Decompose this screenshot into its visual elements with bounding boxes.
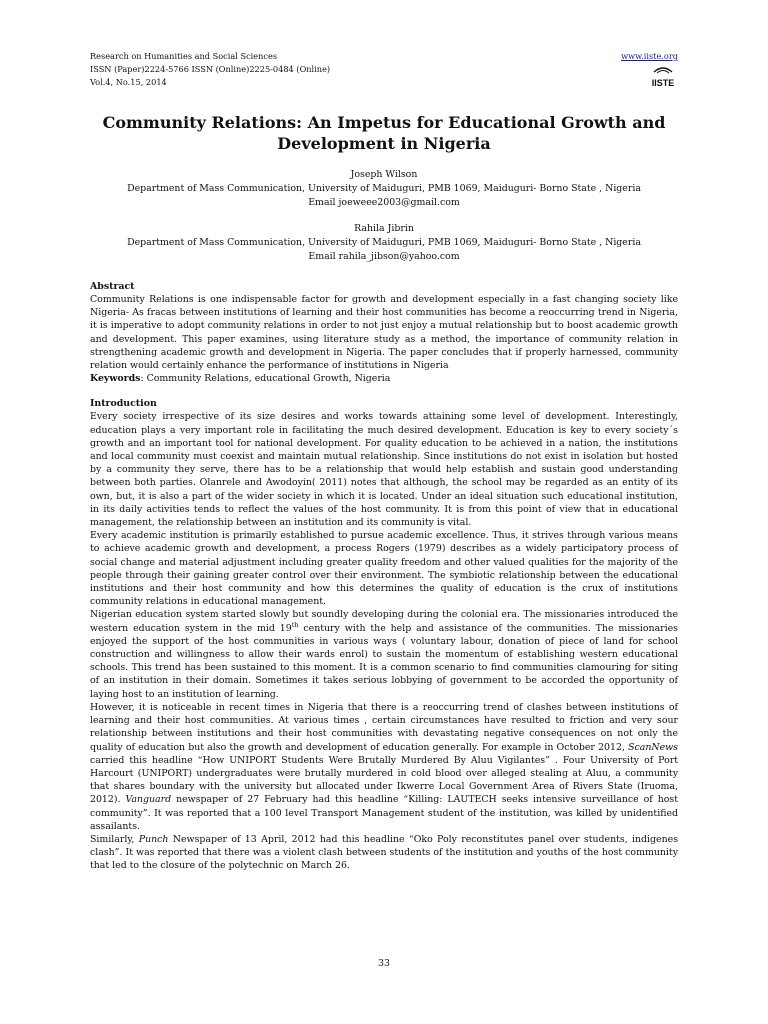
- journal-header: [90, 50, 678, 96]
- publication-name: Vanguard: [125, 794, 172, 806]
- intro-paragraph-1: Every society irrespective of its size desires and works towards attaining some level of development. Interestingly, education plays a very important role in facilitating the much desired development. Education is key to every society´s growth and an important tool for national development. For quality education to be achieved in a nation, the institutions and local community must coexist and maintain mutual relationship. Since institutions do not exist in isolation but hosted by a community they serve, there has to be a relationship that would help establish and sustain good understanding between both parties. Olanrele and Awodoyin( 2011) notes that although, the school may be regarded as an entity of its own, but, it is also a part of the wider society in which it is located. Under an ideal situation such educational institution, in its daily activities tends to reflect the values of the host community. It is from this point of view that in educational management, the relationship between an institution and its community is vital.: [90, 411, 678, 529]
- keywords-label: Keywords: [90, 373, 141, 385]
- journal-issn: ISSN (Paper)2224-5766 ISSN (Online)2225-0484 (Online): [90, 64, 331, 74]
- author-affiliation: Department of Mass Communication, University of Maiduguri, PMB 1069, Maiduguri- Borno State , Nigeria: [127, 237, 641, 248]
- journal-brand: [621, 50, 678, 89]
- page-number: 33: [378, 958, 390, 969]
- intro-paragraph-3: [90, 608, 678, 700]
- publication-name: Punch: [138, 833, 169, 845]
- website-link[interactable]: www.iiste.org: [621, 51, 678, 61]
- author-block: [90, 222, 678, 264]
- author-block: [90, 168, 678, 210]
- paragraph-text: carried this headline “How UNIPORT Students Were Brutally Murdered By Aluu Vigilantes” . Four University of Port Harcourt (UNIPORT) undergraduates were brutally murdered in cold blood over alleged stealing at Aluu, a community that shares boundary with the university but allocated under Ikwerre Local Government Area of Rivers State (Iruoma, 2012).: [90, 754, 678, 806]
- paragraph-text: Nigerian education system started slowly but soundly developing during the colonial era. The missionaries introduced the western education system in the mid 19: [90, 609, 678, 634]
- publication-name: ScanNews: [628, 741, 678, 753]
- keywords: [90, 372, 678, 385]
- intro-paragraph-4: [90, 701, 678, 833]
- keywords-list: : Community Relations, educational Growth, Nigeria: [140, 373, 391, 385]
- intro-paragraph-5: [90, 833, 678, 873]
- abstract-text: Community Relations is one indispensable factor for growth and development especially in a fast changing society like Nigeria- As fracas between institutions of learning and their host communities has become a reoccurring trend in Nigeria, it is imperative to adopt community relations in order to not just enjoy a mutual relationship but to boost academic growth and development. This paper examines, using literature study as a method, the importance of community relation in strengthening academic growth and development in Nigeria. The paper concludes that if properly harnessed, community relation would certainly enhance the performance of institutions in Nigeria: [90, 294, 678, 372]
- paragraph-text: Newspaper of 13 April, 2012 had this headline “Oko Poly reconstitutes panel over students, indigenes clash”. It was reported that there was a violent clash between students of the institution and youths of the host community that led to the closure of the polytechnic on March 26.: [90, 833, 679, 872]
- paragraph-text: However, it is noticeable in recent times in Nigeria that there is a reoccurring trend of clashes between institutions of learning and their host communities. At various times , certain circumstances have resulted to friction and very sour relationship between institutions and their host communities with devastating negative consequences on not only the quality of education but also the growth and development of education generally. For example in October 2012,: [90, 701, 678, 753]
- abstract-heading: Abstract: [90, 281, 135, 292]
- logo-text: IISTE: [651, 78, 675, 88]
- article-title: Community Relations: An Impetus for Educational Growth and Development in Nigeria: [102, 113, 666, 153]
- iiste-logo-icon: [648, 65, 678, 89]
- author-name: Joseph Wilson: [350, 169, 418, 180]
- author-email: Email rahila_jibson@yahoo.com: [308, 251, 460, 262]
- superscript: th: [291, 620, 299, 629]
- author-name: Rahila Jibrin: [354, 223, 414, 234]
- journal-info: [90, 50, 330, 89]
- intro-paragraph-2: Every academic institution is primarily established to pursue academic excellence. Thus, it strives through various means to achieve academic growth and development, a process Rogers (1979) describes as a widely participatory process of social change and material adjustment including greater quality freedom and other valued qualities for the majority of the people through their gaining greater control over their environment. The symbiotic relationship between the educational institutions and their host community and how this determines the quality of education is the crux of institutions community relations in educational management.: [90, 530, 678, 608]
- paragraph-text: century with the help and assistance of the communities. The missionaries enjoyed the support of the host communities in various ways ( voluntary labour, donation of piece of land for school construction and willingness to allow their wards enrol) to sustain the momentum of establishing western educational schools. This trend has been sustained to this moment. It is a common scenario to find communities clamouring for siting of an institution in their domain. Sometimes it takes serious lobbying of government to be accorded the opportunity of laying host to an institution of learning.: [90, 622, 678, 700]
- article-page: [90, 50, 678, 873]
- author-affiliation: Department of Mass Communication, University of Maiduguri, PMB 1069, Maiduguri- Borno State , Nigeria: [127, 183, 641, 194]
- introduction-heading: Introduction: [90, 398, 157, 410]
- journal-name: Research on Humanities and Social Sciences: [90, 51, 278, 61]
- journal-volume: Vol.4, No.15, 2014: [90, 77, 167, 87]
- author-email: Email joeweee2003@gmail.com: [308, 197, 460, 208]
- paragraph-text: Similarly,: [90, 833, 139, 845]
- paragraph-text: newspaper of 27 February had this headline “Killing: LAUTECH seeks intensive surveillance of host community”. It was reported that a 100 level Transport Management student of the institution, was killed by unidentified assailants.: [90, 794, 678, 832]
